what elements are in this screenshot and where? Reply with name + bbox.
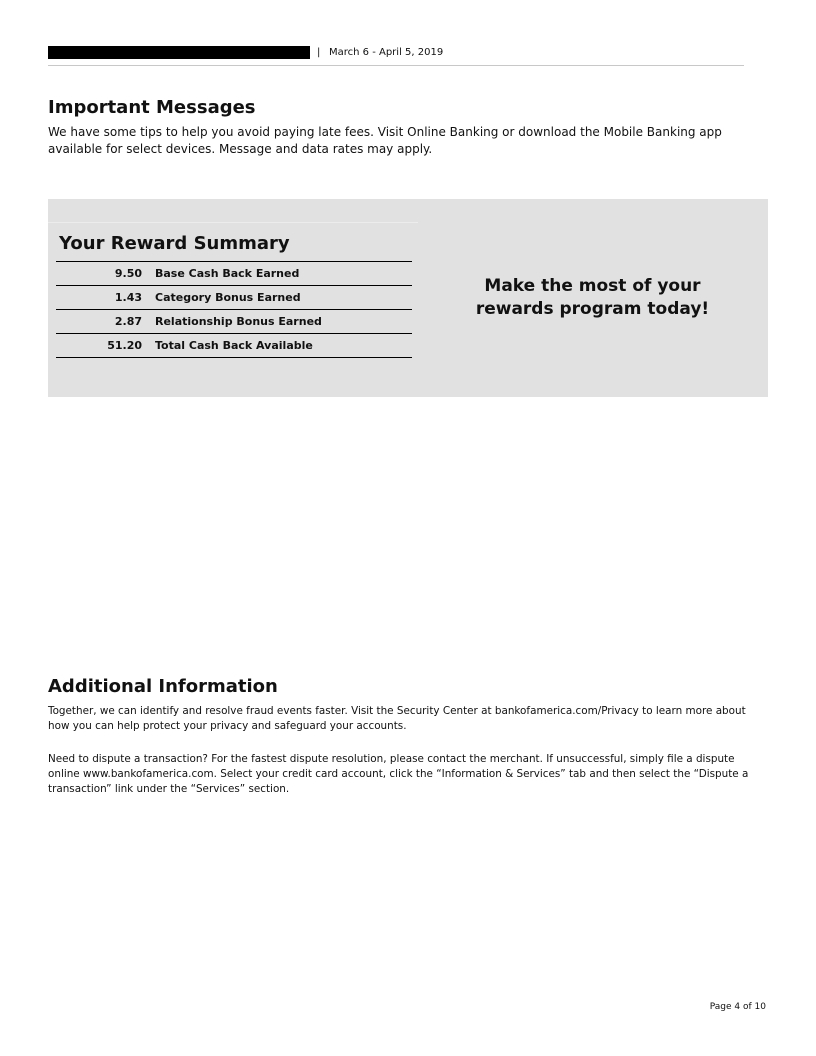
rewards-promo-text [470,275,715,321]
reward-row [56,285,412,309]
reward-amount: 2.87 [114,315,142,328]
reward-amount: 1.43 [114,291,142,304]
reward-panel-inner-divider [48,222,418,223]
header-separator: | [317,47,321,58]
promo-line-2: rewards program today! [475,299,710,319]
security-center-paragraph: Together, we can identify and resolve fraud events faster. Visit the Security Center at bankofamerica.com/Privacy to learn more about how you can help protect your privacy and safeguard your accounts. [48,705,746,732]
dispute-transaction-paragraph: Need to dispute a transaction? For the fastest dispute resolution, please contact the merchant. If unsuccessful, simply file a dispute online www.bankofamerica.com. Select your credit card account, click the “Information & Services” tab and then select the “Dispute a transaction” link under the “Services” section. [48,753,749,795]
reward-amount: 9.50 [114,267,142,280]
reward-amount: 51.20 [107,339,142,352]
reward-row [56,261,412,285]
reward-label: Relationship Bonus Earned [155,315,322,328]
important-messages-body: We have some tips to help you avoid paying late fees. Visit Online Banking or download the Mobile Banking app available for select devices. Message and data rates may apply. [48,125,722,156]
redacted-name-bar [48,46,310,59]
reward-row [56,333,412,358]
promo-line-1: Make the most of your [484,276,701,296]
reward-summary-table [56,261,412,358]
additional-information-heading: Additional Information [48,676,278,697]
reward-label: Category Bonus Earned [155,291,301,304]
reward-label: Total Cash Back Available [155,339,313,352]
statement-period: March 6 - April 5, 2019 [329,47,444,58]
reward-label: Base Cash Back Earned [155,267,300,280]
important-messages-heading: Important Messages [48,97,256,118]
reward-row [56,309,412,333]
header-divider [48,65,744,66]
page-number: Page 4 of 10 [709,1002,766,1012]
reward-summary-title: Your Reward Summary [59,233,290,254]
